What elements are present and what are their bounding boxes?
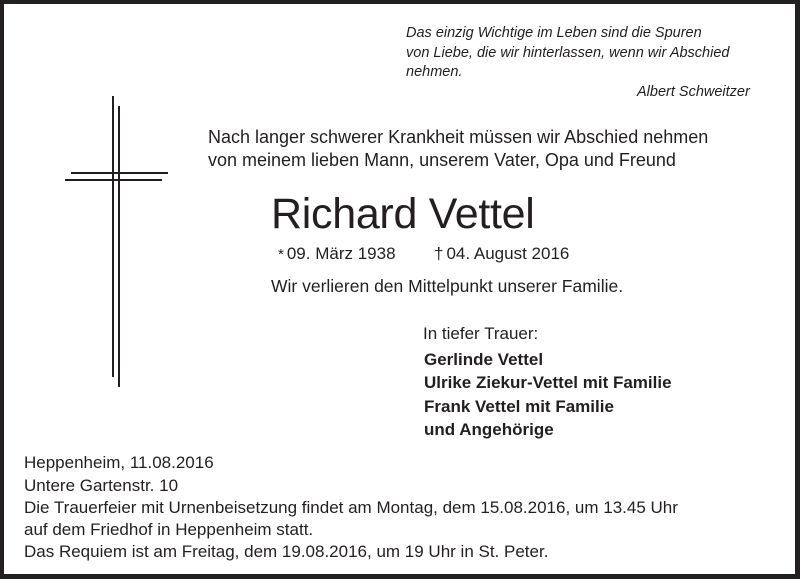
mourner: Frank Vettel mit Familie — [424, 396, 614, 416]
tagline: Wir verlieren den Mittelpunkt unserer Familie. — [271, 276, 624, 296]
death-dagger-icon: † — [434, 244, 444, 263]
ceremony-line: auf dem Friedhof in Heppenheim statt. — [24, 520, 314, 539]
birth-date-text: 09. März 1938 — [286, 244, 396, 263]
quote — [406, 24, 729, 83]
quote-line: nehmen. — [406, 64, 463, 80]
death-date — [434, 243, 569, 265]
cross-vertical-line — [112, 96, 114, 377]
death-date-text: 04. August 2016 — [446, 244, 570, 263]
ceremony-info — [24, 497, 678, 563]
place-date: Heppenheim, 11.08.2016 — [24, 453, 214, 472]
mourners-list — [424, 348, 672, 441]
mourner: und Angehörige — [424, 419, 554, 439]
mourner: Gerlinde Vettel — [424, 350, 544, 369]
birth-star-icon: * — [278, 246, 284, 263]
intro-line: von meinem lieben Mann, unserem Vater, Opa und Freund — [208, 149, 676, 170]
cross-horizontal-line — [71, 172, 168, 174]
place-and-address — [24, 451, 214, 497]
quote-line: Das einzig Wichtige im Leben sind die Spuren — [406, 25, 702, 41]
intro-text — [208, 126, 708, 171]
obituary-card — [4, 4, 795, 574]
cross-vertical-line — [118, 106, 120, 387]
ceremony-line: Das Requiem ist am Freitag, dem 19.08.2016, um 19 Uhr in St. Peter. — [24, 542, 549, 561]
cross-horizontal-line — [65, 179, 162, 181]
mourning-label: In tiefer Trauer: — [423, 324, 539, 343]
deceased-name: Richard Vettel — [271, 190, 535, 238]
quote-author: Albert Schweitzer — [637, 84, 750, 100]
intro-line: Nach langer schwerer Krankheit müssen wir Abschied nehmen — [208, 127, 709, 147]
birth-date — [278, 243, 396, 266]
address: Untere Gartenstr. 10 — [24, 476, 179, 495]
mourner: Ulrike Ziekur-Vettel mit Familie — [424, 373, 672, 393]
ceremony-line: Die Trauerfeier mit Urnenbeisetzung findet am Montag, dem 15.08.2016, um 13.45 Uhr — [24, 498, 678, 517]
quote-line: von Liebe, die wir hinterlassen, wenn wir Abschied — [406, 44, 730, 61]
